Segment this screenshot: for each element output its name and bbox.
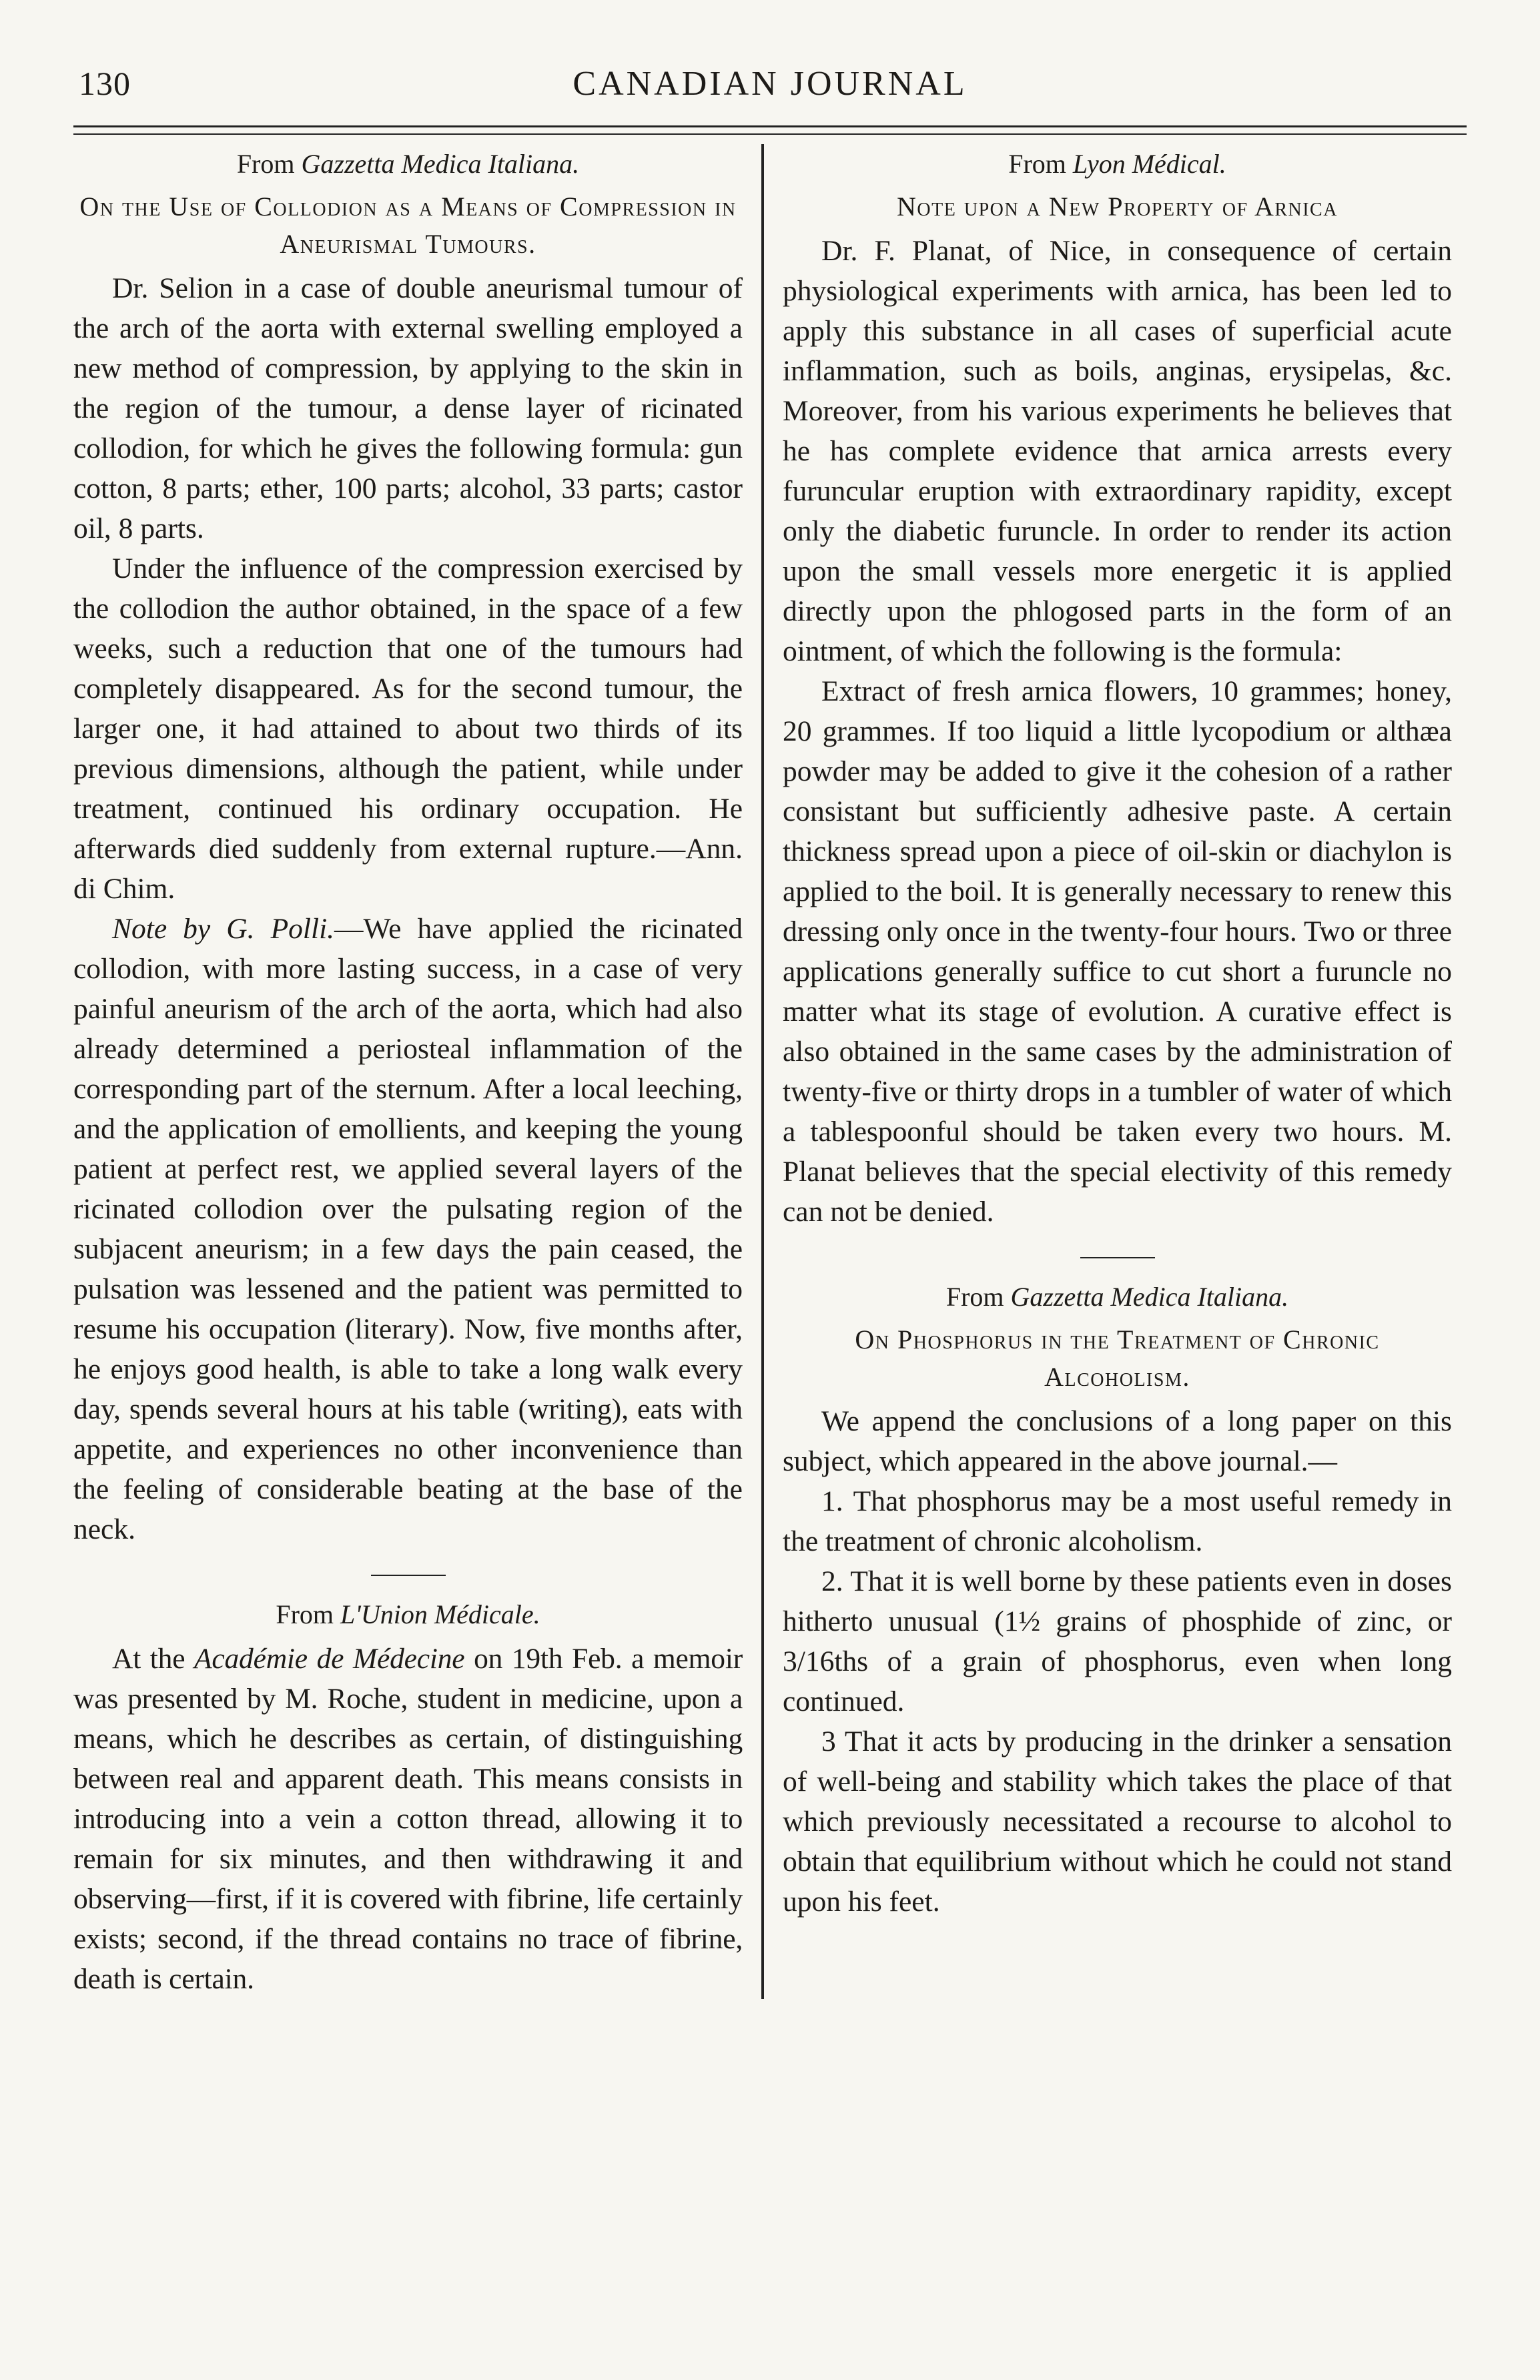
page-number: 130 [79,65,131,102]
column-divider [761,144,764,1999]
article-paragraph: Extract of fresh arnica flowers, 10 grammes; honey, 20 grammes. If too liquid a little lycopodium or althæa powder may be added to give it the cohesion of a rather consistant but sufficiently adhesive paste. A certain thickness spread upon a piece of oil-skin or diachylon is applied to the boil. It is generally necessary to renew this dressing only once in the twenty-four hours. Two or three applications generally suffice to cut short a furuncle no matter what its stage of evolution. A curative effect is also obtained in the same cases by the administration of twenty-five or thirty drops in a tumbler of water of which a tablespoonful should be taken every two hours. M. Planat believes that the special electivity of this remedy can not be denied. [783,675,1452,1228]
intro-italic: Académie de Médecine [194,1643,465,1675]
source-name: Lyon Médical. [1072,149,1226,179]
editor-note [73,909,743,1549]
conclusion-item: 2. That it is well borne by these patients even in doses hitherto unusual (1½ grains of phosphide of zinc, or 3/16ths of a grain of phosphorus, even when long continued. [783,1565,1452,1717]
conclusion-item: 1. That phosphorus may be a most useful remedy in the treatment of chronic alcoholism. [783,1485,1452,1557]
article-paragraph: We append the conclusions of a long paper on this subject, which appeared in the above journal.— [783,1405,1452,1477]
section-rule [371,1575,446,1576]
article-paragraph: Dr. Selion in a case of double aneurismal tumour of the arch of the aorta with external swelling employed a new method of compression, by applying to the skin in the region of the tumour, a dense layer of ricinated collodion, for which he gives the following formula: gun cotton, 8 parts; ether, 100 parts; alcohol, 33 parts; castor oil, 8 parts. [73,272,743,544]
running-head [73,64,1467,117]
article-paragraph: Under the influence of the compression exercised by the collodion the author obtained, in the space of a few weeks, such a reduction that one of the tumours had completely disappeared. As for the second tumour, the larger one, it had attained to about two thirds of its previous dimensions, although the patient, while under treatment, continued his ordinary occupation. He afterwards died suddenly from external rupture.—Ann. di Chim. [73,552,743,905]
right-column [769,144,1452,1999]
article-title: Note upon a New Property of Arnica [897,191,1338,222]
source-prefix: From [236,149,302,179]
article-paragraph [73,1639,743,1999]
article-source [783,144,1452,184]
article-source [73,144,743,184]
journal-title: CANADIAN JOURNAL [572,65,968,103]
conclusion-item: 3 That it acts by producing in the drinker a sensation of well-being and stability which takes the place of that which previously necessitated a recourse to alcohol to obtain that equilibrium without which he could not stand upon his feet. [783,1725,1452,1918]
source-prefix: From [945,1282,1011,1312]
two-column-body [73,144,1467,1999]
source-prefix: From [276,1599,341,1629]
left-column [73,144,756,1999]
article-title: On Phosphorus in the Treatment of Chronic Alcoholism. [855,1324,1380,1392]
article-title: On the Use of Collodion as a Means of Compression in Aneurismal Tumours. [79,191,737,259]
header-double-rule [73,125,1467,135]
source-name: L'Union Médicale. [340,1599,540,1629]
intro-prefix: At the [112,1643,195,1675]
article-source [73,1595,743,1635]
article-paragraph: Dr. F. Planat, of Nice, in consequence of certain physiological experiments with arnica, has been led to apply this substance in all cases of superficial acute inflammation, such as boils, anginas, erysipelas, &c. Moreover, from his various experiments he believes that he has complete evidence that arnica arrests every furuncular eruption with extraordinary rapidity, except only the diabetic furuncle. In order to render its action upon the small vessels more energetic it is applied directly upon the phlogosed parts in the form of an ointment, of which the following is the formula: [783,235,1452,667]
source-name: Gazzetta Medica Italiana. [301,149,580,179]
note-label: Note by G. Polli. [112,913,335,945]
section-rule [1080,1257,1155,1258]
paragraph-text: on 19th Feb. a memoir was presented by M. Roche, student in medicine, upon a means, which he describes as certain, of distinguishing between real and apparent death. This means consists in introducing into a vein a cotton thread, allowing it to remain for six minutes, and then withdrawing it and observing—first, if it is covered with fibrine, life certainly exists; second, if the thread contains no trace of fibrine, death is certain. [73,1643,743,1995]
source-name: Gazzetta Medica Italiana. [1010,1282,1289,1312]
note-text: —We have applied the ricinated collodion, with more lasting success, in a case of very painful aneurism of the arch of the aorta, which had also already determined a periosteal inflammation of the corresponding part of the sternum. After a local leeching, and the application of emollients, and keeping the young patient at perfect rest, we applied several layers of the ricinated collodion over the pulsating region of the subjacent aneurism; in a few days the pain ceased, the pulsation was lessened and the patient was permitted to resume his occupation (literary). Now, five months after, he enjoys good health, is able to take a long walk every day, spends several hours at his table (writing), eats with appetite, and experiences no other inconvenience than the feeling of considerable beating at the base of the neck. [73,913,743,1545]
article-source [783,1277,1452,1317]
source-prefix: From [1008,149,1073,179]
